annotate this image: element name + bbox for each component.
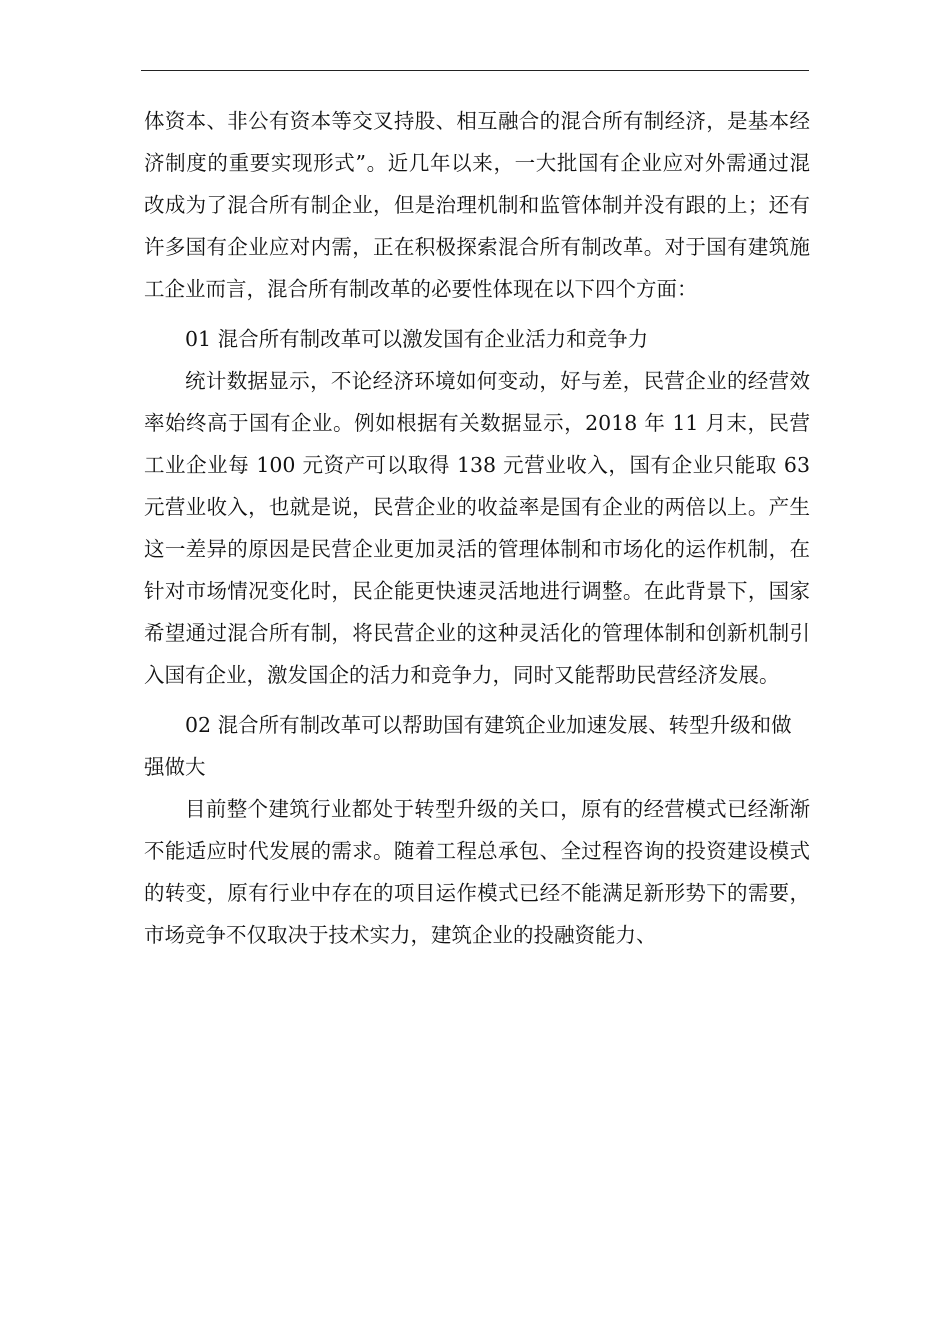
- section-01-paragraph: 统计数据显示，不论经济环境如何变动，好与差，民营企业的经营效率始终高于国有企业。例如根据有关数据显示，2018 年 11 月末，民营工业企业每 100 元资产可以取得 138 元营业收入，国有企业只能取 63 元营业收入，也就是说，民营企业的收益率是国有企业的两倍以上。产生这一差异的原因是民营企业更加灵活的管理体制和市场化的运作机制，在针对市场情况变化时，民企能更快速灵活地进行调整。在此背景下，国家希望通过混合所有制，将民营企业的这种灵活化的管理体制和创新机制引入国有企业，激发国企的活力和竞争力，同时又能帮助民营经济发展。: [144, 369, 810, 687]
- section-heading-01: 01 混合所有制改革可以激发国有企业活力和竞争力: [185, 327, 649, 351]
- document-body: [144, 100, 810, 956]
- intro-paragraph: 体资本、非公有资本等交叉持股、相互融合的混合所有制经济，是基本经济制度的重要实现形式”。近几年以来，一大批国有企业应对外需通过混改成为了混合所有制企业，但是治理机制和监管体制并没有跟的上；还有许多国有企业应对内需，正在积极探索混合所有制改革。对于国有建筑施工企业而言，混合所有制改革的必要性体现在以下四个方面：: [144, 109, 810, 301]
- section-02-paragraph: 目前整个建筑行业都处于转型升级的关口，原有的经营模式已经渐渐不能适应时代发展的需求。随着工程总承包、全过程咨询的投资建设模式的转变，原有行业中存在的项目运作模式已经不能满足新形势下的需要，市场竞争不仅取决于技术实力，建筑企业的投融资能力、: [144, 797, 810, 947]
- header-rule: [141, 70, 809, 71]
- section-heading-02: 02 混合所有制改革可以帮助国有建筑企业加速发展、转型升级和做强做大: [144, 713, 792, 779]
